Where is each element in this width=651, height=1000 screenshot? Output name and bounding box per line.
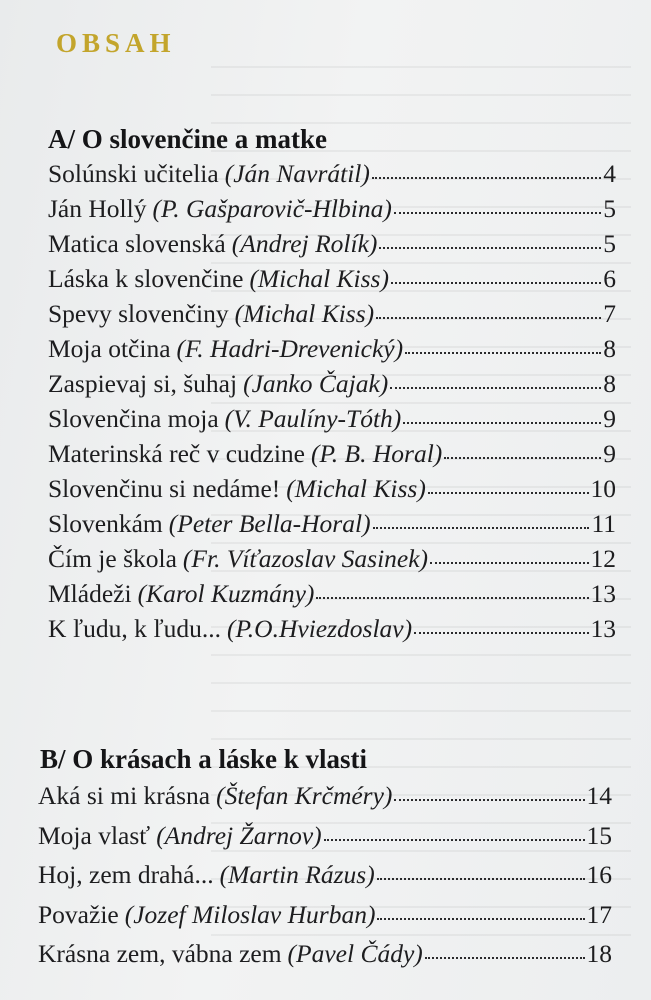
- entry-author: (P. B. Horal): [311, 439, 443, 468]
- entry-page-number: 17: [586, 899, 612, 929]
- entry-page-number: 8: [603, 369, 616, 398]
- entry-author: (Michal Kiss): [234, 299, 375, 328]
- entry-author: (Janko Čajak): [243, 369, 389, 398]
- dot-leader: [379, 247, 601, 249]
- toc-entry: [48, 436, 616, 471]
- entry-author: (P.O.Hviezdoslav): [227, 614, 413, 643]
- toc-entry: [48, 331, 616, 366]
- entry-author: (Ján Navrátil): [224, 159, 370, 188]
- entry-author: (Jozef Miloslav Hurban): [124, 899, 376, 929]
- entry-author: (Andrej Rolík): [231, 229, 378, 258]
- entry-title: K ľudu, k ľudu...: [48, 614, 222, 643]
- entry-author: (Martin Rázus): [219, 860, 375, 889]
- toc-entry: [48, 576, 616, 611]
- dot-leader: [373, 527, 590, 529]
- toc-entry: [48, 541, 616, 576]
- entry-author: (V. Paulíny-Tóth): [224, 404, 402, 433]
- entry-page-number: 9: [603, 404, 616, 433]
- entry-title: Moja otčina: [48, 334, 171, 363]
- section-b: [0, 742, 651, 974]
- entry-page-number: 5: [603, 194, 616, 223]
- entry-author: (Andrej Žarnov): [156, 820, 322, 850]
- entry-page-number: 11: [591, 509, 616, 538]
- toc-entry: [38, 895, 612, 935]
- entry-author: (Michal Kiss): [249, 264, 389, 293]
- entry-page-number: 13: [590, 579, 616, 608]
- entry-page-number: 16: [586, 860, 612, 889]
- dot-leader: [316, 597, 588, 599]
- toc-list: [0, 776, 651, 974]
- entry-title: Zaspievaj si, šuhaj: [48, 369, 238, 398]
- dot-leader: [414, 632, 588, 634]
- toc-entry: [48, 191, 616, 226]
- entry-title: Hoj, zem drahá...: [38, 860, 214, 889]
- entry-page-number: 14: [586, 781, 612, 810]
- entry-title: Matica slovenská: [48, 229, 226, 258]
- page-title: OBSAH: [56, 28, 176, 58]
- entry-author: (Štefan Krčméry): [216, 781, 393, 810]
- entry-author: (Fr. Víťazoslav Sasinek): [182, 544, 429, 573]
- entry-title: Slovenčina moja: [48, 404, 219, 433]
- entry-title: Solúnski učitelia: [48, 159, 219, 188]
- dot-leader: [391, 282, 601, 284]
- toc-entry: [38, 776, 612, 816]
- entry-author: (Pavel Čády): [287, 939, 423, 968]
- section-heading: B/ O krásach a láske k vlasti: [40, 744, 368, 774]
- dot-leader: [444, 457, 601, 459]
- entry-title: Ján Hollý: [48, 194, 147, 223]
- entry-page-number: 18: [586, 939, 612, 968]
- entry-title: Spevy slovenčiny: [48, 299, 229, 328]
- entry-page-number: 5: [603, 229, 616, 258]
- dot-leader: [430, 562, 588, 564]
- dot-leader: [428, 492, 589, 494]
- toc-entry: [48, 296, 616, 331]
- entry-page-number: 15: [586, 820, 612, 850]
- entry-title: Slovenkám: [48, 509, 163, 538]
- dot-leader: [403, 422, 601, 424]
- toc-entry: [38, 816, 612, 856]
- toc-entry: [48, 506, 616, 541]
- entry-page-number: 9: [603, 439, 616, 468]
- entry-page-number: 8: [603, 334, 616, 363]
- entry-title: Krásna zem, vábna zem: [38, 939, 282, 968]
- dot-leader: [377, 918, 584, 920]
- dot-leader: [425, 957, 585, 959]
- entry-page-number: 10: [590, 474, 616, 503]
- dot-leader: [377, 878, 585, 880]
- entry-author: (Peter Bella-Horal): [168, 509, 371, 538]
- toc-entry: [48, 401, 616, 436]
- entry-page-number: 12: [590, 544, 616, 573]
- toc-entry: [48, 611, 616, 646]
- dot-leader: [405, 352, 601, 354]
- entry-page-number: 7: [603, 299, 616, 328]
- entry-author: (F. Hadri-Drevenický): [176, 334, 404, 363]
- toc-entry: [38, 855, 612, 895]
- toc-list: [0, 156, 651, 646]
- dot-leader: [394, 212, 601, 214]
- toc-entry: [48, 261, 616, 296]
- dot-leader: [390, 387, 601, 389]
- toc-entry: [48, 226, 616, 261]
- entry-page-number: 6: [603, 264, 616, 293]
- entry-title: Aká si mi krásna: [38, 781, 211, 810]
- section-a: [0, 122, 651, 646]
- dot-leader: [372, 177, 601, 179]
- entry-author: (P. Gašparovič-Hlbina): [152, 194, 392, 223]
- entry-author: (Michal Kiss): [286, 474, 426, 503]
- entry-title: Slovenčinu si nedáme!: [48, 474, 281, 503]
- dot-leader: [324, 839, 585, 841]
- toc-entry: [48, 366, 616, 401]
- entry-title: Láska k slovenčine: [48, 264, 244, 293]
- dot-leader: [394, 799, 584, 801]
- toc-entry: [48, 156, 616, 191]
- section-heading: A/ O slovenčine a matke: [48, 124, 327, 154]
- entry-title: Považie: [38, 899, 119, 929]
- dot-leader: [376, 317, 601, 319]
- toc-entry: [48, 471, 616, 506]
- entry-title: Materinská reč v cudzine: [48, 439, 306, 468]
- entry-title: Čím je škola: [48, 544, 177, 573]
- entry-page-number: 13: [590, 614, 616, 643]
- entry-title: Mládeži: [48, 579, 132, 608]
- entry-page-number: 4: [603, 159, 616, 188]
- entry-title: Moja vlasť: [38, 820, 151, 850]
- entry-author: (Karol Kuzmány): [137, 579, 315, 608]
- toc-entry: [38, 934, 612, 974]
